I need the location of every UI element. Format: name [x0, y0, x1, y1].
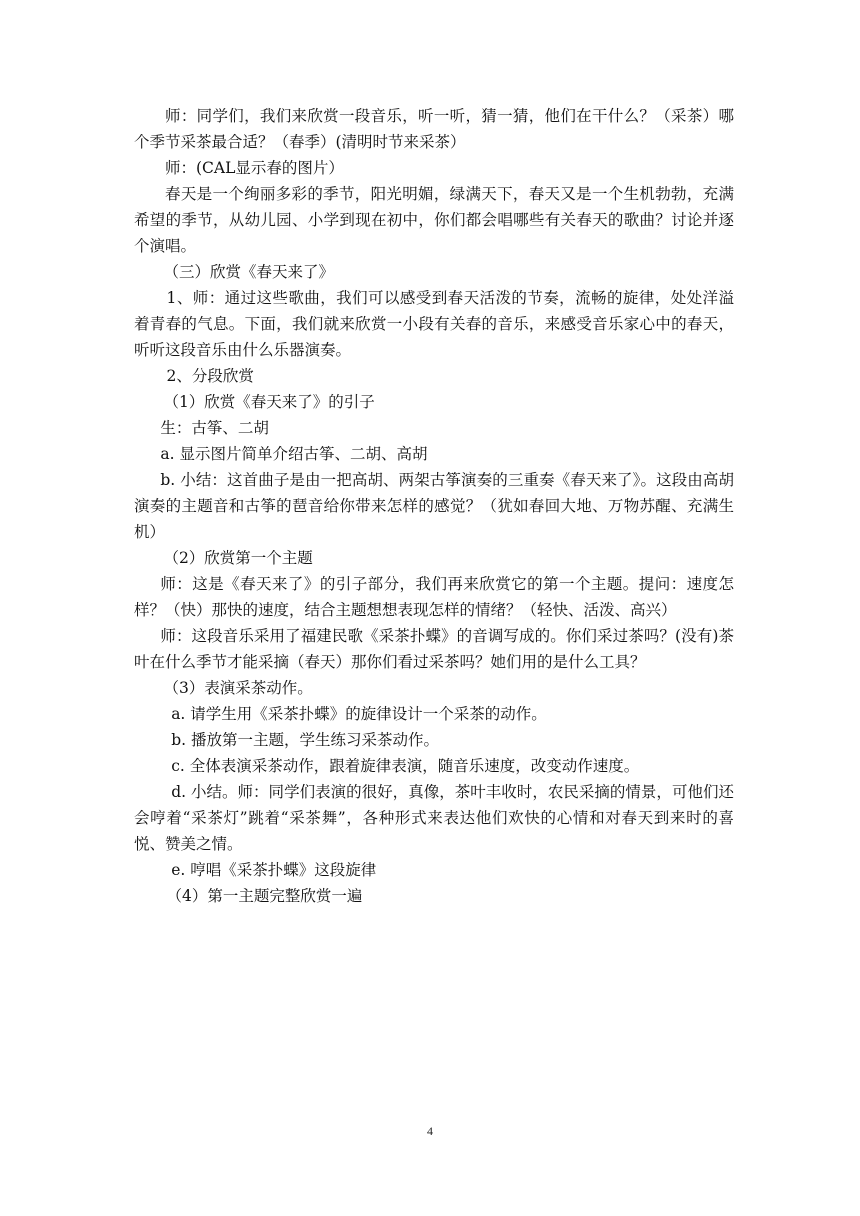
paragraph-p18: d. 小结。师：同学们表演的很好，真像，茶叶丰收时，农民采摘的情景，可他们还会哼着“采茶灯”跳着“采茶舞”，各种形式来表达他们欢快的心情和对春天到来时的喜悦、赞美之情。	[134, 783, 734, 853]
paragraph-p4: （三）欣赏《春天来了》	[163, 263, 334, 281]
paragraph-p15: a. 请学生用《采茶扑蝶》的旋律设计一个采茶的动作。	[171, 705, 547, 723]
paragraph-p7: （1）欣赏《春天来了》的引子	[163, 393, 375, 411]
paragraph-p3: 春天是一个绚丽多彩的季节，阳光明媚，绿满天下，春天又是一个生机勃勃，充满希望的季节，从幼儿园、小学到现在初中，你们都会唱哪些有关春天的歌曲？讨论并逐个演唱。	[134, 185, 734, 255]
paragraph-p1: 师：同学们，我们来欣赏一段音乐，听一听，猜一猜，他们在干什么？（采茶）哪个季节采茶最合适？（春季）(清明时节来采茶）	[134, 107, 734, 151]
paragraph-p9: a. 显示图片简单介绍古筝、二胡、高胡	[160, 445, 428, 463]
paragraph-p2: 师：(CAL显示春的图片）	[165, 159, 344, 177]
paragraph-p10: b. 小结：这首曲子是由一把高胡、两架古筝演奏的三重奏《春天来了》。这段由高胡演奏的主题音和古筝的琶音给你带来怎样的感觉？（犹如春回大地、万物苏醒、充满生机）	[134, 471, 734, 541]
paragraph-p11: （2）欣赏第一个主题	[163, 549, 313, 567]
page-number: 4	[427, 1124, 433, 1138]
document-body	[134, 103, 734, 909]
paragraph-p14: （3）表演采茶动作。	[163, 679, 313, 697]
paragraph-p20: （4）第一主题完整欣赏一遍	[166, 887, 363, 905]
paragraph-p5: 1、师：通过这些歌曲，我们可以感受到春天活泼的节奏，流畅的旋律，处处洋溢着青春的气息。下面，我们就来欣赏一小段有关春的音乐，来感受音乐家心中的春天，听听这段音乐由什么乐器演奏。	[134, 289, 734, 359]
paragraph-p12: 师：这是《春天来了》的引子部分，我们再来欣赏它的第一个主题。提问：速度怎样？（快）那快的速度，结合主题想想表现怎样的情绪？（轻快、活泼、高兴）	[134, 575, 734, 619]
paragraph-p16: b. 播放第一主题，学生练习采茶动作。	[171, 731, 439, 749]
paragraph-p6: 2、分段欣赏	[166, 367, 254, 385]
paragraph-p8: 生：古筝、二胡	[160, 419, 269, 437]
paragraph-p13: 师：这段音乐采用了福建民歌《采茶扑蝶》的音调写成的。你们采过茶吗？(没有)茶叶在什么季节才能采摘（春天）那你们看过采茶吗？她们用的是什么工具？	[134, 627, 734, 671]
paragraph-p19: e. 哼唱《采茶扑蝶》这段旋律	[171, 861, 377, 879]
paragraph-p17: c. 全体表演采茶动作，跟着旋律表演，随音乐速度，改变动作速度。	[171, 757, 640, 775]
